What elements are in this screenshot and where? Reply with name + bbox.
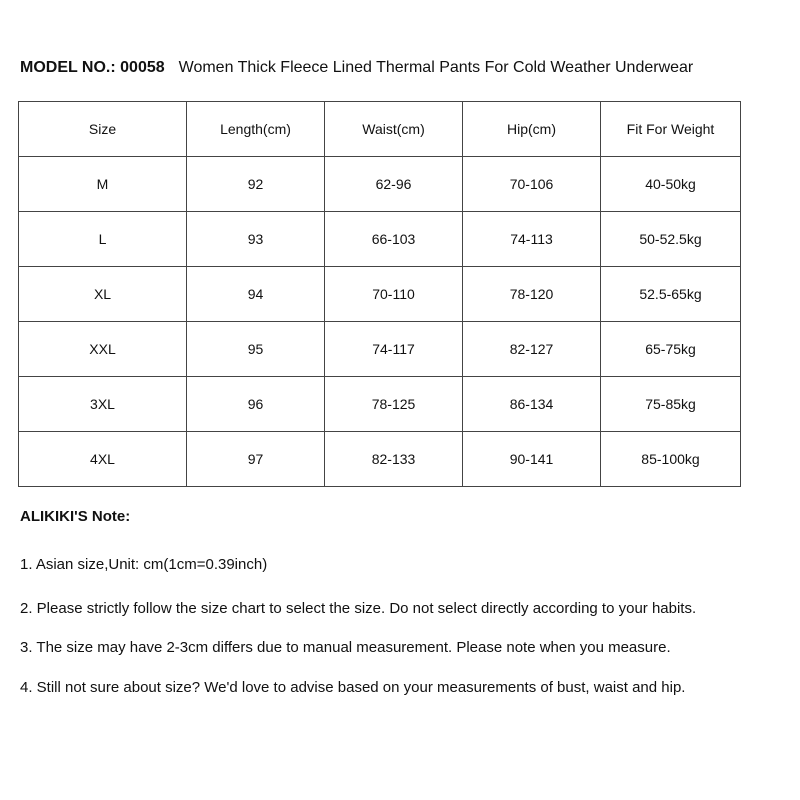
product-title: Women Thick Fleece Lined Thermal Pants For Cold Weather Underwear — [178, 59, 694, 76]
column-header: Waist(cm) — [325, 102, 463, 157]
table-cell: 92 — [187, 157, 325, 212]
table-cell: 66-103 — [325, 212, 463, 267]
table-cell: 97 — [187, 432, 325, 487]
notes-title: ALIKIKI'S Note: — [20, 508, 131, 525]
table-cell: 3XL — [19, 377, 187, 432]
table-cell: 74-117 — [325, 322, 463, 377]
table-row — [19, 377, 741, 432]
table-cell: 95 — [187, 322, 325, 377]
table-cell: 82-133 — [325, 432, 463, 487]
table-cell: 82-127 — [463, 322, 601, 377]
table-cell: 96 — [187, 377, 325, 432]
table-cell: 65-75kg — [601, 322, 741, 377]
note-item: 3. The size may have 2-3cm differs due to manual measurement. Please note when you measure. — [20, 639, 671, 656]
table-cell: 50-52.5kg — [601, 212, 741, 267]
column-header: Hip(cm) — [463, 102, 601, 157]
size-chart-table — [18, 101, 741, 487]
table-cell: 74-113 — [463, 212, 601, 267]
table-header-row — [19, 102, 741, 157]
table-row — [19, 212, 741, 267]
table-cell: 94 — [187, 267, 325, 322]
table-cell: 40-50kg — [601, 157, 741, 212]
table-cell: 90-141 — [463, 432, 601, 487]
note-item: 1. Asian size,Unit: cm(1cm=0.39inch) — [20, 556, 268, 573]
page-title — [20, 59, 790, 77]
model-number: MODEL NO.: 00058 — [20, 59, 165, 76]
table-cell: 78-125 — [325, 377, 463, 432]
table-row — [19, 322, 741, 377]
column-header: Length(cm) — [187, 102, 325, 157]
table-cell: 75-85kg — [601, 377, 741, 432]
table-cell: 86-134 — [463, 377, 601, 432]
table-row — [19, 432, 741, 487]
column-header: Size — [19, 102, 187, 157]
note-item: 4. Still not sure about size? We'd love to advise based on your measurements of bust, waist and hip. — [20, 679, 686, 696]
table-cell: 62-96 — [325, 157, 463, 212]
table-cell: 70-110 — [325, 267, 463, 322]
note-item: 2. Please strictly follow the size chart to select the size. Do not select directly according to your habits. — [20, 600, 697, 617]
table-cell: 4XL — [19, 432, 187, 487]
table-row — [19, 157, 741, 212]
table-cell: M — [19, 157, 187, 212]
table-cell: XXL — [19, 322, 187, 377]
table-cell: 93 — [187, 212, 325, 267]
column-header: Fit For Weight — [601, 102, 741, 157]
table-cell: 78-120 — [463, 267, 601, 322]
table-cell: XL — [19, 267, 187, 322]
table-cell: L — [19, 212, 187, 267]
table-cell: 85-100kg — [601, 432, 741, 487]
table-cell: 70-106 — [463, 157, 601, 212]
table-row — [19, 267, 741, 322]
table-cell: 52.5-65kg — [601, 267, 741, 322]
